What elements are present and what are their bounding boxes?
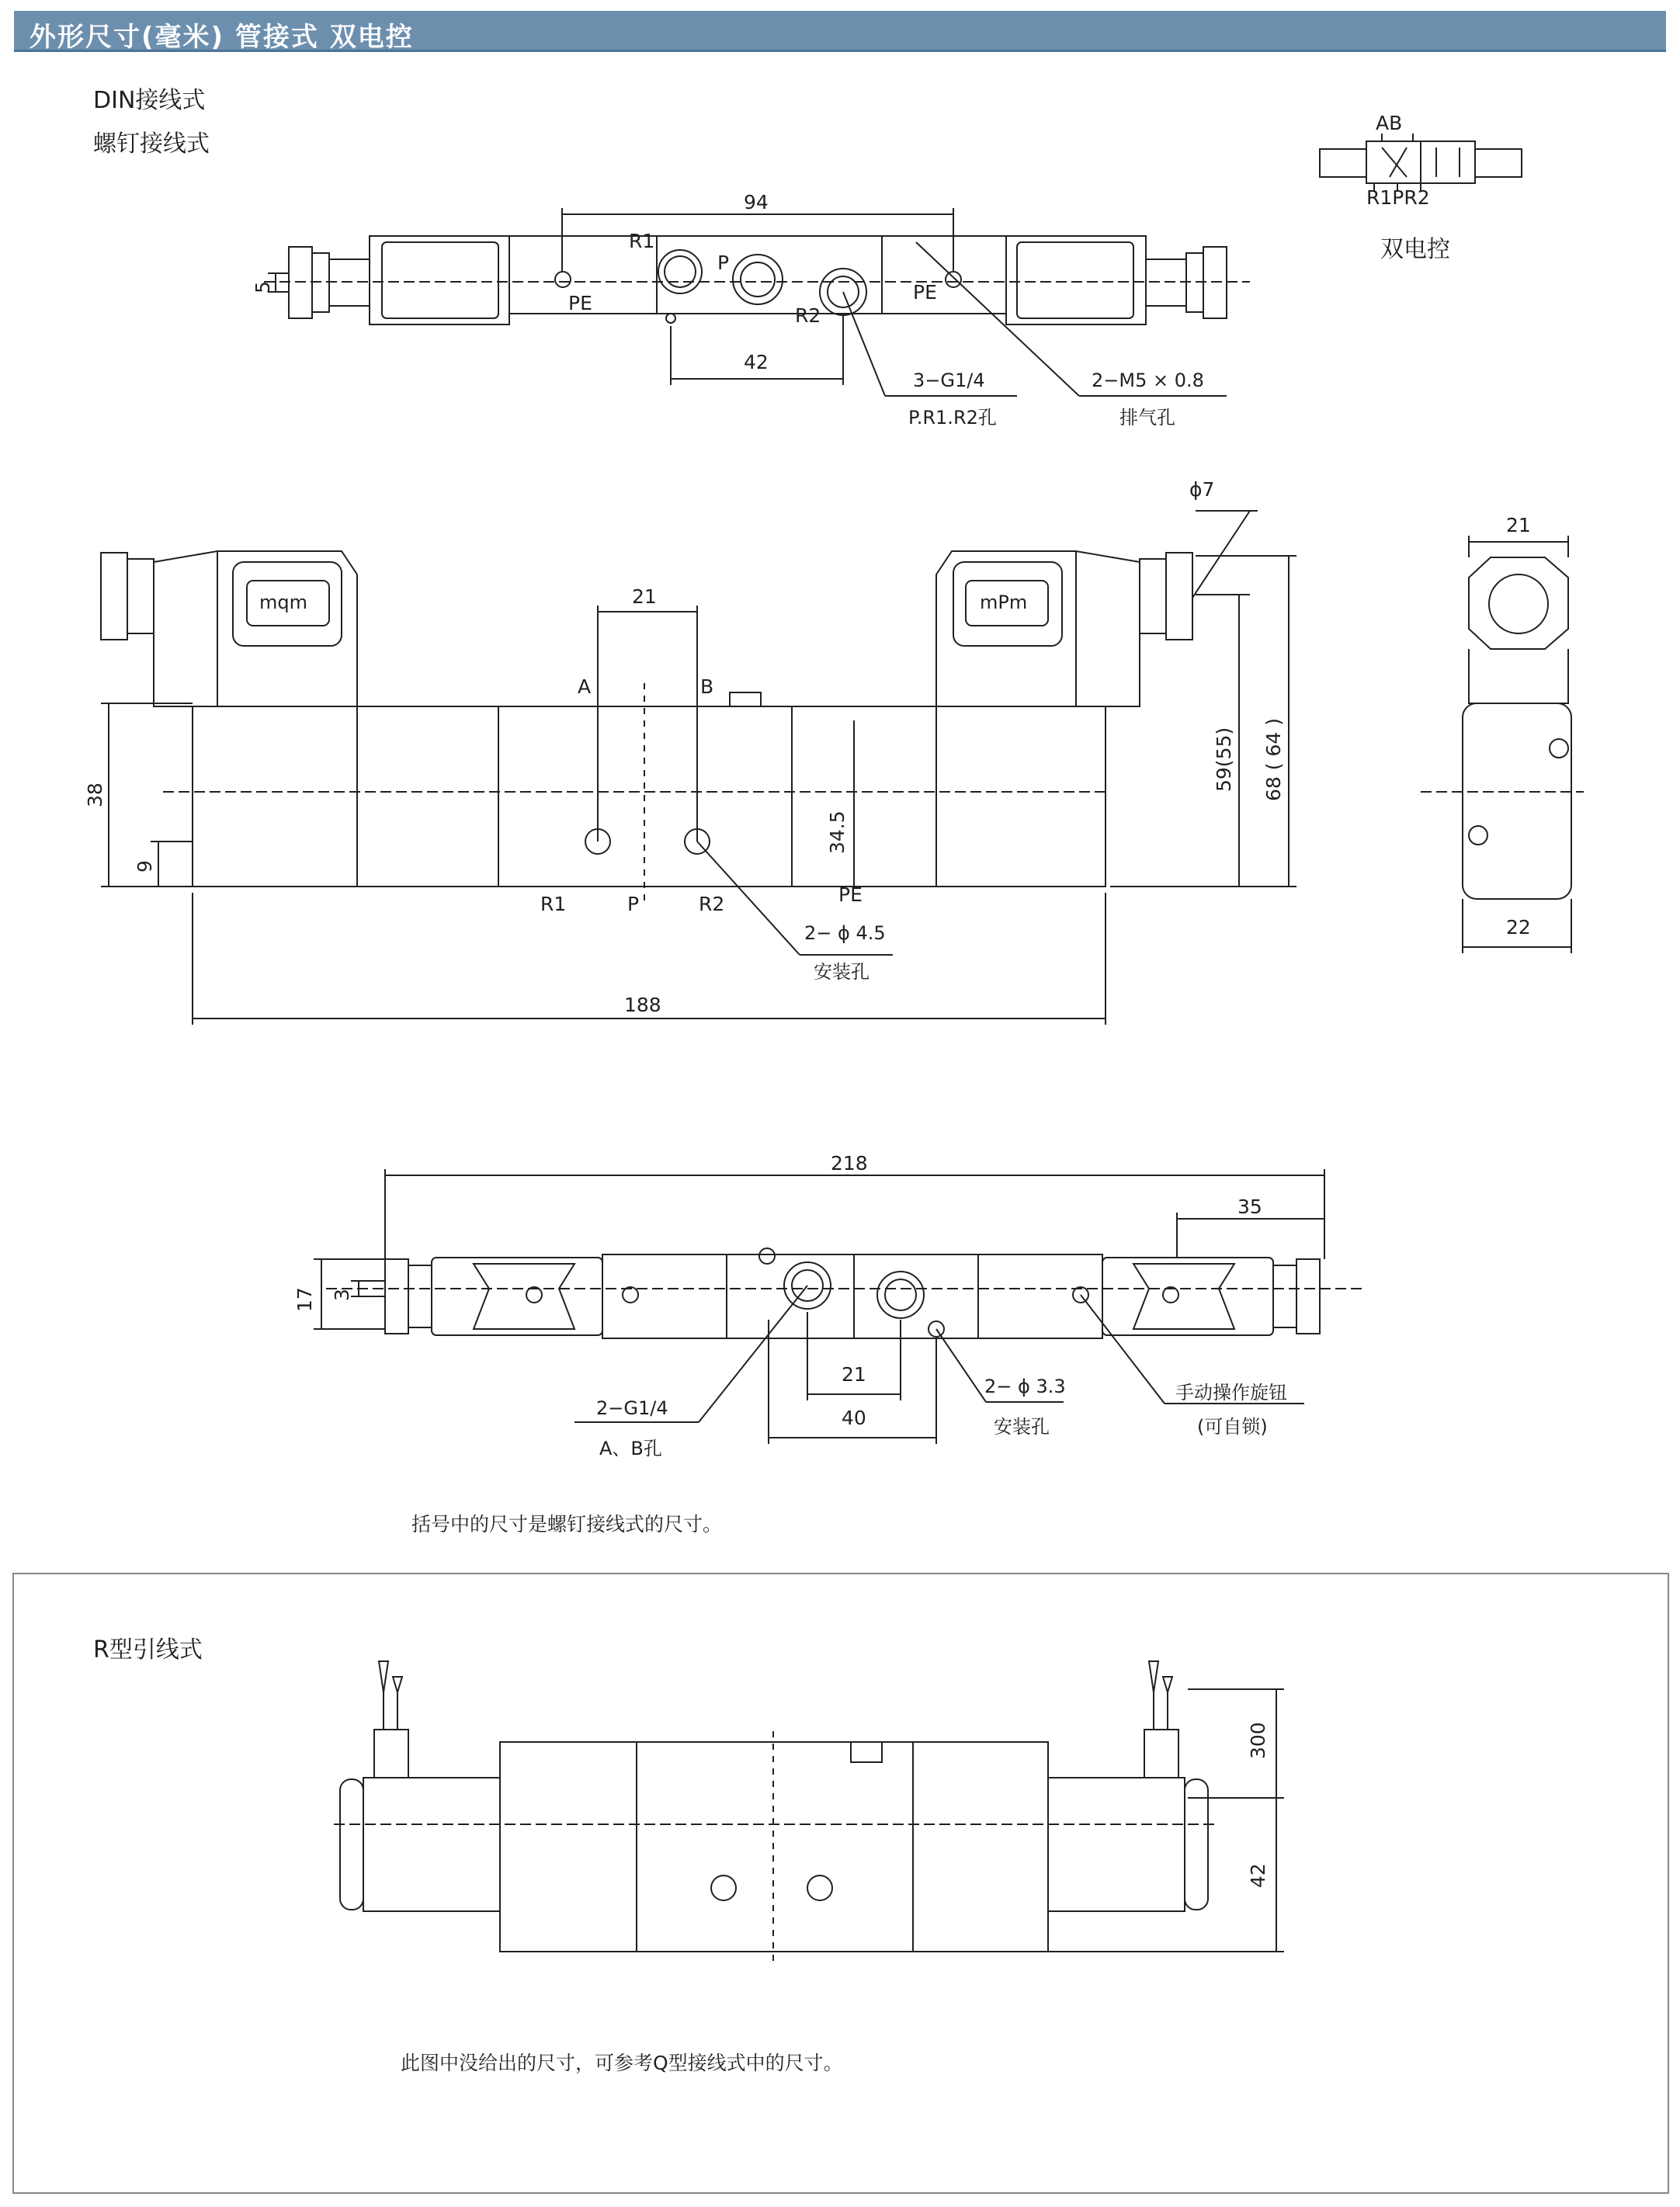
bottom-dim-35: 35 xyxy=(1237,1195,1262,1218)
side-dim-22: 22 xyxy=(1506,916,1531,939)
top-port-p: P xyxy=(717,252,730,274)
front-dim-38: 38 xyxy=(84,783,106,807)
side-dim-21: 21 xyxy=(1506,514,1531,536)
front-dim-34-5: 34.5 xyxy=(826,810,849,854)
top-callout-ports-line2: P.R1.R2孔 xyxy=(908,407,997,429)
top-port-r1: R1 xyxy=(629,230,655,252)
front-dim-59-55: 59(55) xyxy=(1213,727,1235,792)
top-dim-94: 94 xyxy=(744,191,769,213)
r-type-drawing xyxy=(334,1661,1284,1964)
top-callout-exhaust-line2: 排气孔 xyxy=(1119,407,1175,429)
symbol-caption: 双电控 xyxy=(1380,236,1450,263)
front-port-p: P xyxy=(627,893,640,915)
front-port-b: B xyxy=(700,675,714,698)
symbol-port-r1pr2: R1PR2 xyxy=(1366,186,1430,209)
r-dim-300: 300 xyxy=(1247,1722,1269,1759)
front-view-outline xyxy=(101,511,1296,1025)
top-port-pe-left: PE xyxy=(568,292,592,314)
front-port-pe: PE xyxy=(838,883,863,906)
bottom-dim-3: 3 xyxy=(331,1289,353,1301)
din-type-label: DIN接线式 xyxy=(93,87,206,114)
bracket-dimension-note: 括号中的尺寸是螺钉接线式的尺寸。 xyxy=(411,1513,723,1536)
top-callout-ports-line1: 3−G1/4 xyxy=(913,370,985,391)
top-dim-5: 5 xyxy=(252,281,274,293)
symbol-port-ab: AB xyxy=(1376,112,1403,134)
bottom-callout-mount-line2: 安装孔 xyxy=(994,1416,1050,1438)
front-callout-mount-line1: 2− ϕ 4.5 xyxy=(804,922,886,944)
r-type-label: R型引线式 xyxy=(93,1636,203,1664)
front-dim-9: 9 xyxy=(134,860,156,873)
double-solenoid-symbol xyxy=(1320,134,1522,191)
top-dim-42: 42 xyxy=(744,351,769,373)
front-coil-label-left: mqm xyxy=(259,592,307,613)
section-title: 外形尺寸(毫米) 管接式 双电控 xyxy=(30,22,414,53)
front-dim-68-64: 68 ( 64 ) xyxy=(1262,718,1285,801)
front-dim-phi7: ϕ7 xyxy=(1189,478,1215,501)
bottom-callout-mount-line1: 2− ϕ 3.3 xyxy=(984,1376,1066,1397)
top-port-pe-right: PE xyxy=(913,281,937,304)
side-view-outline xyxy=(1421,536,1584,953)
bottom-callout-manual-line2: (可自锁) xyxy=(1197,1416,1268,1438)
top-port-r2: R2 xyxy=(795,304,821,327)
front-port-a: A xyxy=(578,675,592,698)
screw-type-label: 螺钉接线式 xyxy=(93,130,210,158)
bottom-dim-21: 21 xyxy=(842,1363,866,1386)
front-dim-188: 188 xyxy=(624,994,661,1016)
top-callout-exhaust-line1: 2−M5 × 0.8 xyxy=(1092,370,1204,391)
front-port-r1: R1 xyxy=(540,893,567,915)
front-port-r2: R2 xyxy=(699,893,725,915)
bottom-dim-17: 17 xyxy=(293,1287,316,1312)
bottom-callout-ab-line2: A、B孔 xyxy=(599,1438,662,1459)
front-coil-label-right: mPm xyxy=(980,592,1028,613)
bottom-callout-manual-line1: 手动操作旋钮 xyxy=(1175,1382,1287,1404)
r-type-note: 此图中没给出的尺寸，可参考Q型接线式中的尺寸。 xyxy=(401,2052,843,2074)
r-dim-42: 42 xyxy=(1247,1863,1269,1888)
front-callout-mount-line2: 安装孔 xyxy=(814,961,870,983)
front-dim-21: 21 xyxy=(632,585,657,608)
bottom-dim-40: 40 xyxy=(842,1407,866,1429)
bottom-dim-218: 218 xyxy=(831,1152,868,1175)
bottom-callout-ab-line1: 2−G1/4 xyxy=(596,1397,668,1419)
